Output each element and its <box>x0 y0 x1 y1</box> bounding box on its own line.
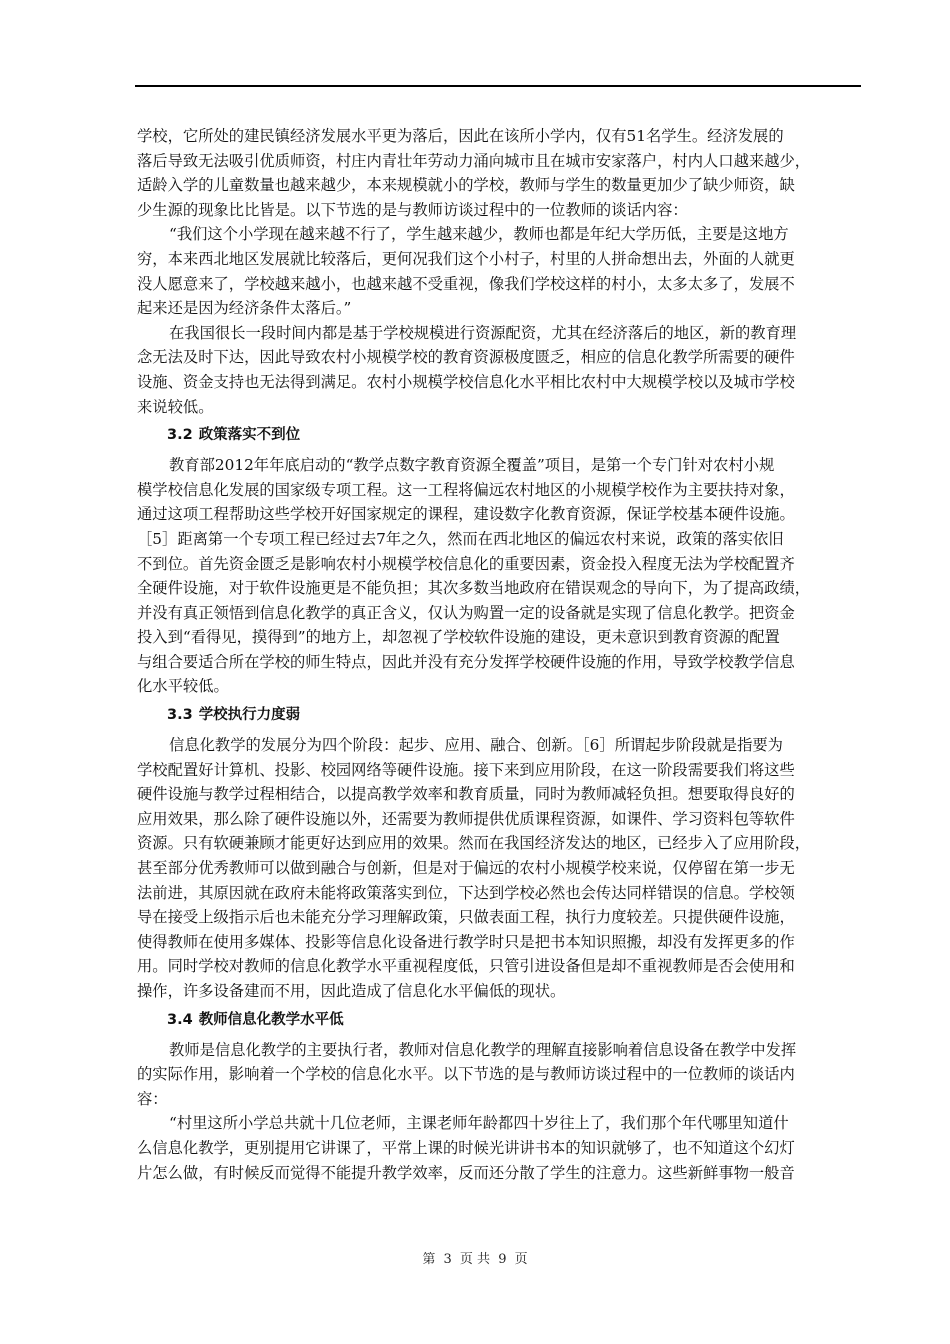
quote-teacher-2 <box>137 1111 859 1185</box>
text-line: 全硬件设施，对于软件设施更是不能负担；其次多数当地政府在错误观念的导向下，为了提高政绩， <box>137 579 811 598</box>
section-heading-3-2 <box>167 423 859 447</box>
text-line: 适龄入学的儿童数量也越来越少，本来规模就小的学校，教师与学生的数量更加少了缺少师资，缺 <box>137 176 795 195</box>
text-line: “村里这所小学总共就十几位老师，主课老师年龄都四十岁往上了，我们那个年代哪里知道什 <box>169 1114 789 1133</box>
text-line: ［5］距离第一个专项工程已经过去7年之久，然而在西北地区的偏远农村来说，政策的落实依旧 <box>137 529 784 548</box>
text-line: 的实际作用，影响着一个学校的信息化水平。以下节选的是与教师访谈过程中的一位教师的谈话内 <box>137 1065 795 1084</box>
section-number: 3.4 <box>167 1011 193 1028</box>
section-number: 3.2 <box>167 427 193 444</box>
section-heading-3-3 <box>167 703 859 727</box>
text-line: 用。同时学校对教师的信息化教学水平重视程度低，只管引进设备但是却不重视教师是否会使用和 <box>137 957 795 976</box>
text-line: 信息化教学的发展分为四个阶段：起步、应用、融合、创新。［6］所谓起步阶段就是指要为 <box>169 736 783 755</box>
text-line: 在我国很长一段时间内都是基于学校规模进行资源配资，尤其在经济落后的地区，新的教育理 <box>169 323 797 342</box>
text-line: 念无法及时下达，因此导致农村小规模学校的教育资源极度匮乏，相应的信息化教学所需要的硬件 <box>137 348 795 367</box>
paragraph-school-execution <box>137 733 859 1004</box>
text-line: 甚至部分优秀教师可以做到融合与创新，但是对于偏远的农村小规模学校来说，仅停留在第一步无 <box>137 859 795 878</box>
text-line: 落后导致无法吸引优质师资，村庄内青壮年劳动力涌向城市且在城市安家落户，村内人口越来越少， <box>137 151 811 170</box>
text-line: 来说较低。 <box>137 397 214 416</box>
page-footer <box>0 1248 950 1267</box>
text-line: 与组合要适合所在学校的师生特点，因此并没有充分发挥学校硬件设施的作用，导致学校教学信息 <box>137 652 795 671</box>
section-title: 教师信息化教学水平低 <box>198 1011 344 1028</box>
section-number: 3.3 <box>167 707 193 724</box>
text-line: 片怎么做，有时候反而觉得不能提升教学效率，反而还分散了学生的注意力。这些新鲜事物一般音 <box>137 1163 795 1182</box>
text-line: 通过这项工程帮助这些学校开好国家规定的课程，建设数字化教育资源，保证学校基本硬件设施。 <box>137 505 795 524</box>
text-line: 投入到“看得见，摸得到”的地方上，却忽视了学校软件设施的建设，更未意识到教育资源的配置 <box>137 628 780 647</box>
text-line: 操作，许多设备建而不用，因此造成了信息化水平偏低的现状。 <box>137 982 566 1000</box>
text-line: 学校，它所处的建民镇经济发展水平更为落后，因此在该所小学内，仅有51名学生。经济发展的 <box>137 127 784 145</box>
text-line: 资源。只有软硬兼顾才能更好达到应用的效果。然而在我国经济发达的地区，已经步入了应用阶段， <box>137 834 811 853</box>
footer-suffix: 页 <box>514 1252 528 1267</box>
footer-middle: 页 共 <box>459 1252 491 1267</box>
text-line: 容： <box>137 1089 168 1108</box>
section-title: 学校执行力度弱 <box>198 707 301 724</box>
text-line: 教育部2012年年底启动的“教学点数字教育资源全覆盖”项目，是第一个专门针对农村小规 <box>169 456 775 475</box>
paragraph-policy <box>137 453 859 699</box>
paragraph-economy <box>137 124 859 222</box>
text-line: 使得教师在使用多媒体、投影等信息化设备进行教学时只是把书本知识照搬，却没有发挥更多的作 <box>137 932 795 951</box>
page-total: 9 <box>498 1252 507 1267</box>
text-line: 法前进，其原因就在政府未能将政策落实到位，下达到学校必然也会传达同样错误的信息。学校领 <box>137 883 795 902</box>
text-line: 模学校信息化发展的国家级专项工程。这一工程将偏远农村地区的小规模学校作为主要扶持对象， <box>137 480 795 499</box>
section-title: 政策落实不到位 <box>198 427 301 444</box>
text-line: 起来还是因为经济条件太落后。” <box>137 299 352 318</box>
text-line: 硬件设施与教学过程相结合，以提高教学效率和教育质量，同时为教师减轻负担。想要取得良好的 <box>137 785 795 804</box>
header-rule <box>135 85 861 87</box>
footer-prefix: 第 <box>422 1252 436 1267</box>
document-body <box>137 124 859 1185</box>
section-heading-3-4 <box>167 1008 859 1032</box>
text-line: 少生源的现象比比皆是。以下节选的是与教师访谈过程中的一位教师的谈话内容： <box>137 200 688 219</box>
paragraph-teacher-level <box>137 1038 859 1112</box>
text-line: 设施、资金支持也无法得到满足。农村小规模学校信息化水平相比农村中大规模学校以及城市学校 <box>137 372 795 391</box>
text-line: 不到位。首先资金匮乏是影响农村小规模学校信息化的重要因素，资金投入程度无法为学校配置齐 <box>137 554 795 573</box>
text-line: 导在接受上级指示后也未能充分学习理解政策，只做表面工程，执行力度较差。只提供硬件设施， <box>137 908 795 927</box>
quote-teacher-1 <box>137 222 859 320</box>
text-line: 应用效果，那么除了硬件设施以外，还需要为教师提供优质课程资源，如课件、学习资料包等软件 <box>137 809 795 828</box>
text-line: 没人愿意来了，学校越来越小，也越来越不受重视，像我们学校这样的村小，太多太多了，发展不 <box>137 274 795 293</box>
text-line: 学校配置好计算机、投影、校园网络等硬件设施。接下来到应用阶段，在这一阶段需要我们将这些 <box>137 760 795 779</box>
text-line: 教师是信息化教学的主要执行者，教师对信息化教学的理解直接影响着信息设备在教学中发挥 <box>169 1040 797 1059</box>
paragraph-resource-allocation <box>137 321 859 419</box>
text-line: “我们这个小学现在越来越不行了，学生越来越少，教师也都是年纪大学历低，主要是这地方 <box>169 225 789 244</box>
text-line: 化水平较低。 <box>137 677 229 696</box>
page-number: 3 <box>443 1252 452 1267</box>
text-line: 并没有真正领悟到信息化教学的真正含义，仅认为购置一定的设备就是实现了信息化教学。把资金 <box>137 603 795 622</box>
text-line: 么信息化教学，更别提用它讲课了，平常上课的时候光讲讲书本的知识就够了，也不知道这个幻灯 <box>137 1138 795 1157</box>
text-line: 穷，本来西北地区发展就比较落后，更何况我们这个小村子，村里的人拼命想出去，外面的人就更 <box>137 249 795 268</box>
